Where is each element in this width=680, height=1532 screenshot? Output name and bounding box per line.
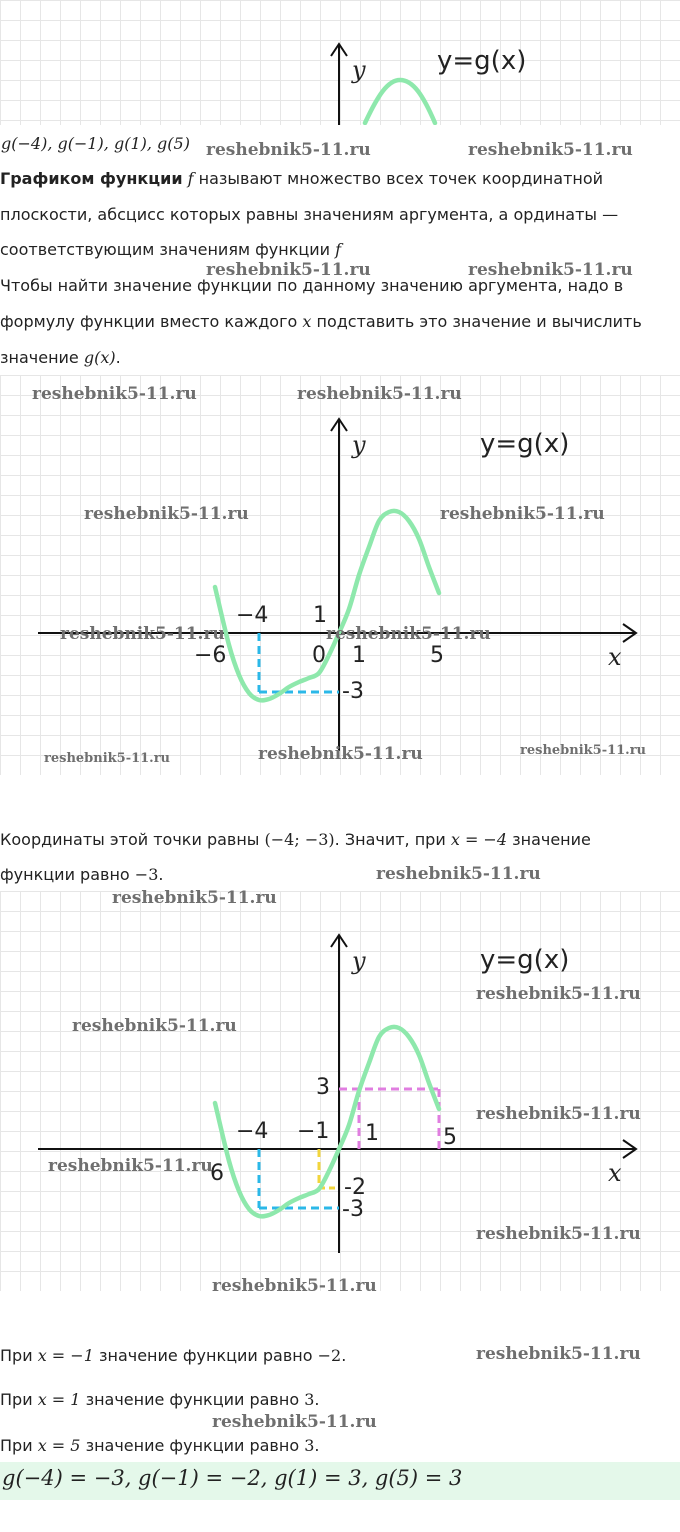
var-gx: g(x) (83, 348, 116, 367)
coords-text: . Значит, при (334, 830, 446, 849)
watermark: reshebnik5-11.ru (520, 743, 647, 758)
watermark: reshebnik5-11.ru (326, 624, 491, 644)
partial-formula: g(−4), g(−1), g(1), g(5) (1, 134, 190, 153)
method-line-2 (0, 304, 642, 340)
watermark: reshebnik5-11.ru (212, 1276, 377, 1296)
x-axis-label: x (608, 1159, 622, 1187)
watermark: reshebnik5-11.ru (476, 1104, 641, 1124)
label-minus6: 6 (210, 1161, 224, 1186)
result-text: значение функции равно (85, 1436, 300, 1455)
watermark: reshebnik5-11.ru (206, 140, 371, 160)
label-origin: 0 (312, 643, 326, 668)
top-graph-fragment (0, 0, 680, 125)
watermark: reshebnik5-11.ru (258, 744, 423, 764)
coords-value: (−4; −3) (264, 830, 335, 849)
definition-line-2: плоскости, абсцисс которых равны значениям аргумента, а ординаты — (0, 205, 619, 224)
result-text: . (341, 1346, 347, 1365)
result-text: При (0, 1346, 33, 1365)
result-line-3 (0, 1428, 319, 1464)
var-f: f (335, 240, 342, 259)
result-text: значение функции равно (98, 1346, 313, 1365)
function-curve-fragment (365, 80, 435, 123)
watermark: reshebnik5-11.ru (44, 751, 171, 766)
graph-title: y=g(x) (437, 46, 527, 76)
watermark: reshebnik5-11.ru (112, 888, 277, 908)
coords-text: Координаты этой точки равны (0, 830, 260, 849)
condition: x = 1 (37, 1390, 81, 1409)
graph-title: y=g(x) (480, 945, 570, 975)
watermark: reshebnik5-11.ru (297, 384, 462, 404)
watermark: reshebnik5-11.ru (48, 1156, 213, 1176)
coords-text: значение (512, 830, 591, 849)
watermark: reshebnik5-11.ru (476, 984, 641, 1004)
watermark: reshebnik5-11.ru (476, 1224, 641, 1244)
method-text: значение (0, 348, 79, 367)
value: −2 (317, 1346, 342, 1365)
value: 3 (304, 1390, 315, 1409)
var-f: f (187, 169, 194, 188)
answer-formula: g(−4) = −3, g(−1) = −2, g(1) = 3, g(5) = 3 (2, 1466, 463, 1490)
watermark: reshebnik5-11.ru (60, 624, 225, 644)
label-minus3: -3 (342, 679, 364, 704)
y-axis-label: y (352, 431, 366, 459)
condition: x = −4 (450, 830, 508, 849)
definition-text: называют множество всех точек координатной (198, 169, 604, 188)
watermark: reshebnik5-11.ru (72, 1016, 237, 1036)
y-axis-label: y (352, 947, 366, 975)
watermark: reshebnik5-11.ru (212, 1412, 377, 1432)
label-y-three: 3 (316, 1075, 330, 1100)
watermark: reshebnik5-11.ru (32, 384, 197, 404)
result-text: При (0, 1436, 33, 1455)
method-text: формулу функции вместо каждого (0, 312, 298, 331)
label-minus2: -2 (344, 1175, 366, 1200)
coords-line-1 (0, 822, 591, 858)
label-x-five: 5 (430, 643, 444, 668)
condition: x = −1 (37, 1346, 94, 1365)
coords-text: . (158, 865, 164, 884)
watermark: reshebnik5-11.ru (440, 504, 605, 524)
result-text: значение функции равно (85, 1390, 300, 1409)
y-axis-label: y (352, 56, 366, 84)
result-line-1 (0, 1338, 346, 1374)
result-text: . (314, 1390, 320, 1409)
method-line-3 (0, 340, 121, 376)
answer-box (0, 1462, 680, 1500)
graph-1-svg (0, 375, 680, 775)
var-x: x (302, 312, 312, 331)
label-x-one: 1 (352, 643, 366, 668)
graph-title: y=g(x) (480, 429, 570, 459)
label-minus4: −4 (236, 603, 269, 628)
condition: x = 5 (37, 1436, 81, 1455)
coords-text: функции равно (0, 865, 130, 884)
watermark: reshebnik5-11.ru (468, 140, 633, 160)
graph-1 (0, 375, 680, 775)
definition-line-1 (0, 161, 603, 197)
x-axis-label: x (608, 643, 622, 671)
label-minus6: −6 (194, 643, 227, 668)
label-minus3: -3 (342, 1197, 364, 1222)
label-x-one: 1 (365, 1121, 379, 1146)
label-minus1: −1 (297, 1119, 330, 1144)
top-graph-svg (0, 0, 680, 125)
method-line-1: Чтобы найти значение функции по данному значению аргумента, надо в (0, 276, 624, 295)
watermark: reshebnik5-11.ru (468, 260, 633, 280)
watermark: reshebnik5-11.ru (206, 260, 371, 280)
value: 3 (304, 1436, 315, 1455)
label-minus4: −4 (236, 1119, 269, 1144)
value: −3 (134, 865, 159, 884)
definition-text: соответствующим значениям функции (0, 240, 331, 259)
definition-term: Графиком функции (0, 169, 183, 188)
label-x-five: 5 (443, 1125, 457, 1150)
watermark: reshebnik5-11.ru (476, 1344, 641, 1364)
method-text: . (115, 348, 121, 367)
result-text: При (0, 1390, 33, 1409)
watermark: reshebnik5-11.ru (84, 504, 249, 524)
result-text: . (314, 1436, 320, 1455)
watermark: reshebnik5-11.ru (376, 864, 541, 884)
method-text: подставить это значение и вычислить (316, 312, 642, 331)
label-y-one: 1 (313, 603, 327, 628)
